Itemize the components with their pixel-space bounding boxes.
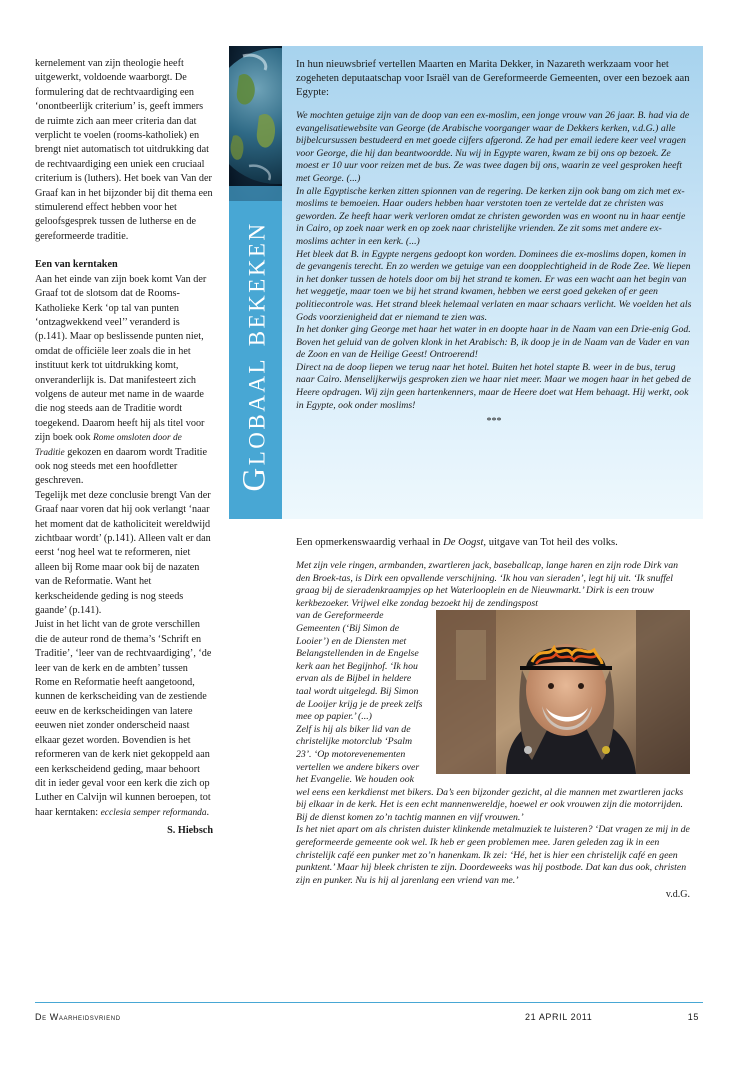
left-paragraph-4-start: Juist in het licht van de grote verschillen die de auteur rond de thema’s ‘Schrift en Traditie’, ‘leer van de rechtvaardiging’, ‘de leer van de kerk en de ambten’ tussen Rome en Reformatie heeft aangetoond, kunnen de kerkscheiding van de zestiende eeuw en de kerkscheidingen van latere eeuwen niet zonder onderscheid naast elkaar gezet worden. Bovendien is het reformeren van de kerk niet gekoppeld aan een kerkscheidend geding, maar behoort dit in ieder geval voor een kerk die zich op Luther en Calvijn wil kunnen beroepen, tot haar kerntaken: xyxy=(35,619,212,818)
letter-paragraph: In het donker ging George met haar het water in en doopte haar in de Naam van een Drie-enig God. Boven het geluid van de golven klonk in het Arabisch: B, ik doop je in de Naam van de Vader en van de Zoon en van de Heilige Geest! Ontroerend! xyxy=(296,324,691,361)
book-title: Rome omsloten door de Traditie xyxy=(35,433,182,458)
highlight-box xyxy=(282,46,703,519)
section-title-container xyxy=(229,206,282,506)
story-intro-end: , uitgave van Tot heil des volks. xyxy=(483,537,618,548)
story-source: De Oogst xyxy=(443,537,484,548)
page-footer xyxy=(35,1012,703,1026)
page-number: 15 xyxy=(687,1012,699,1022)
left-paragraph-4 xyxy=(35,618,213,820)
story-intro xyxy=(296,536,690,550)
globe-image xyxy=(229,46,282,201)
highlight-box-content xyxy=(296,58,692,427)
letter-paragraph: In alle Egyptische kerken zitten spionnen van de regering. De kerken zijn ook bang om zich met ex-moslims te bemoeien. Haar ouders hebben haar verstoten toen ze vertelde dat ze christen was geworden. Ze heeft haar werk verloren omdat ze christen geworden was en woont nu in haar eentje in Cairo, op zoek naar werk en op zoek naar christelijke vrienden. Ze zit soms met andere ex-moslims achter in een kerk. (...) xyxy=(296,185,686,247)
box-intro: In hun nieuwsbrief vertellen Maarten en Marita Dekker, in Nazareth werkzaam voor het zogeheten deputaatschap voor Israël van de Gereformeerde Gemeenten, over een bezoek aan Egypte: xyxy=(296,59,690,98)
footer-divider xyxy=(35,1002,703,1003)
story-paragraph-top: Met zijn vele ringen, armbanden, zwartleren jack, baseballcap, lange haren en zijn rode Dirk van den Broek-tas, is Dirk een opvallende verschijning. ‘Ik hou van sieraden’, legt hij uit. ‘Ik snuffel graag bij de sieradenkraampjes op het Waterlooplein en de Nieuwmarkt.’ Dirk is een trouw kerkbezoeker. Vrijwel elke zondag bezoekt hij de zendingspost xyxy=(296,560,679,609)
story-wrap-text-2: Zelf is hij als biker lid van de christelijke motorclub ‘Psalm 23’. ‘Op motorevenementen vertellen we andere bikers over het Evangelie. We houden ook wel eens een kerkdienst met bikers. Da’s een bijzonder gezicht, al die mannen met zwartleren jacks bij elkaar in de kerk. Het is een echt mannenwereldje, hoewel er ook vrouwen zijn die motorrijden. Bij de dienst komen zo’n tachtig mannen en vijf vrouwen.’ xyxy=(296,723,684,823)
section-title: Globaal bekeken xyxy=(237,220,274,492)
story-wrap-block xyxy=(296,610,690,824)
author-signature: S. Hiebsch xyxy=(167,825,213,837)
publication-name: De Waarheidsvriend xyxy=(35,1012,121,1022)
letter-paragraph: Het bleek dat B. in Egypte nergens gedoopt kon worden. Dominees die ex-moslims dopen, komen in de gevangenis terecht. En zo werden we getuige van een doopplechtigheid in de Rode Zee. We liepen in het donker tussen de hotels door om bij het strand te komen. Er was een wacht aan het begin van het weggetje, maar toen we bij het strand kwamen, hebben we eerst goed gekeken of er geen politiecontrole was. Het strand bleek helemaal verlaten en maar schaars verlicht. We voelden het als Gods voorzienigheid dat er niemand te zien was. xyxy=(296,248,692,323)
left-paragraph-3: Tegelijk met deze conclusie brengt Van der Graaf naar voren dat hij ook verlangt ‘naar het moment dat de katholiciteit wereldwijd zichtbaar wordt’ (p.141). Alleen valt er dan eerst ‘nog heel wat te reformeren, niet alleen bij Rome maar ook bij de nazaten van de Reformatie. Want het kerkscheidende geding is nog steeds gaande’ (p.141). xyxy=(35,489,211,617)
side-band xyxy=(229,46,282,519)
publication-date: 21 APRIL 2011 xyxy=(525,1012,593,1022)
story-paragraph-end: Is het niet apart om als christen duister klinkende metalmuziek te luisteren? ‘Dat vragen ze mij in de gereformeerde gemeente ook wel. Ik heb er geen problemen mee. Jaren geleden zag ik in een christelijk café een punker met zo’n hanenkam. Ik zei: ‘Hé, het is hier een christelijk café en geen punktent.’ Maar hij bleek christen te zijn. Doordeweeks was hij postbode. Dat kan dus ook, christen zijn en punker. Nu is hij al jarenlang een vriend van me.’ xyxy=(296,824,690,886)
left-column xyxy=(35,57,213,839)
story-signature: v.d.G. xyxy=(665,889,690,901)
story-section xyxy=(296,536,690,910)
left-paragraph-2-start: Aan het einde van zijn boek komt Van der Graaf tot de slotsom dat de Rooms-Katholieke Kerk ‘op tal van punten ‘ontzagwekkend veel’’ veranderd is (p.141). Maar op beslissende punten niet, omdat de officiële leer zoals die in het instituut kerk tot uitdrukking komt, onveranderlijk is. Dat manifesteert zich volgens de auteur met name in de waarde die nog steeds aan de Traditie wordt toegekend. Daarom heeft hij als titel voor zijn boek ook xyxy=(35,273,207,444)
subheading: Een van kerntaken xyxy=(35,259,118,271)
story-intro-start: Een opmerkenswaardig verhaal in xyxy=(296,537,444,548)
left-paragraph-2 xyxy=(35,273,213,489)
left-paragraph-1: kernelement van zijn theologie heeft uitgewerkt, voldoende waarborgt. De formulering dat de rechtvaardiging een ‘onontbeerlijk criterium’ is, geeft immers de ruimte zich aan meer criteria dan dat verplicht te voelen (rooms-katholiek) en brengt niet automatisch tot uitdrukking dat de rechtvaardiging een uniek een cruciaal criterium is (luthers). Het boek van Van der Graaf kan in het bijzonder bij dit thema een stimulerend effect hebben voor het geloofsgesprek tussen de lutherse en de gereformeerde traditie. xyxy=(35,58,213,242)
letter-paragraph: Direct na de doop liepen we terug naar het hotel. Buiten het hotel stapte B. weer in de bus, terug naar Cairo. Menselijkerwijs gesproken zien we haar niet meer. Maar we mogen haar in het gebed de Heere opdragen. Wij zijn geen hartenkenners, maar de Heere doet wat Hem behaagt. Hij werkt, ook in Egypte, ook onder moslims! xyxy=(296,361,691,411)
latin-phrase: ecclesia semper reformanda xyxy=(100,807,207,818)
biker-portrait-photo xyxy=(436,610,690,774)
left-paragraph-2-end: gekozen en daarom wordt Traditie ook nog steeds met een hoofdletter geschreven. xyxy=(35,446,208,487)
left-paragraph-4-end: . xyxy=(206,806,210,818)
separator-stars: *** xyxy=(486,416,502,428)
story-wrap-text: van de Gereformeerde Gemeenten (‘Bij Simon de Looier’) en de Diensten met Belangstellenden in de Engelse kerk aan het Begijnhof. ‘Ik hou ervan als de Bijbel in heldere taal wordt uitgelegd. Bij Simon de Looijer krijg je de preek zelfs mee op papier.’ (...) xyxy=(296,610,423,723)
letter-paragraph: We mochten getuige zijn van de doop van een ex-moslim, een jonge vrouw van 26 jaar. B. had via de evangelisatiewebsite van George (de Arabische voorganger waar de Dekkers kerken, v.d.G.) alle bijbelcursussen bestudeerd en met goede cijfers afgerond. Ze had per email iedere keer veel vragen voor George, die hij dan beantwoordde. Nu wij in Egypte waren, kwam ze bij ons op bezoek. Ze moest er 10 uur voor reizen met de bus. Ze was twee dagen bij ons, waarin ze veel gesproken heeft met George. (...) xyxy=(296,110,690,184)
